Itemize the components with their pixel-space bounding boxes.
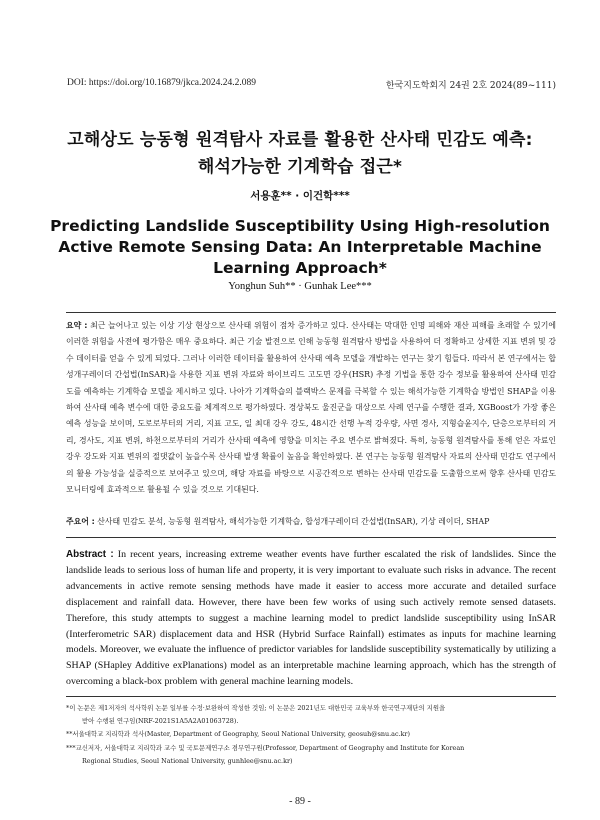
footnote: *이 논문은 제1저자의 석사학위 논문 일부를 수정·보완하여 작성한 것임; 이 논문은 2021년도 대한민국 교육부와 한국연구재단의 지원을 [66, 704, 446, 712]
divider-bottom [66, 696, 556, 697]
korean-keywords-label: 주요어 : [66, 517, 95, 526]
english-title-line: Active Remote Sensing Data: An Interpretable Machine [58, 238, 542, 256]
footnotes [66, 702, 556, 768]
english-title-line: Learning Approach* [213, 259, 387, 277]
korean-abstract [66, 318, 556, 498]
journal-citation: 한국지도학회지 24권 2호 2024(89~111) [385, 81, 556, 91]
english-title [40, 216, 560, 279]
divider-top [66, 312, 556, 313]
footnote: ***교신저자, 서울대학교 지리학과 교수 및 국토문제연구소 겸무연구원(Professor, Department of Geography and Institute for Korean [66, 743, 465, 752]
footnote-continuation: Regional Studies, Seoul National University, gunhlee@snu.ac.kr) [82, 756, 293, 765]
divider-middle [66, 537, 556, 538]
korean-abstract-text: 최근 늘어나고 있는 이상 기상 현상으로 산사태 위험이 점차 증가하고 있다. 산사태는 막대한 인명 피해와 재산 피해를 초래할 수 있기에 이러한 위험을 사전에 평가함은 매우 중요하다. 최근 기술 발전으로 인해 능동형 원격탐사 방법을 사용하여 더 정확하고 상세한 지표 변위 및 강수 데이터를 얻을 수 있게 되었다. 그러나 이러한 데이터를 활용하여 산사태 예측 모델을 개발하는 연구는 찾기 힘들다. 따라서 본 연구에서는 합성개구레이더 간섭법(InSAR)을 사용한 지표 변위 자료와 하이브리드 고도면 강우(HSR) 추정 기법을 통한 강수 정보를 활용하여 산사태 민감도를 예측하는 기계학습 모델을 제시하고 있다. 나아가 기계학습의 블랙박스 문제를 극복할 수 있는 해석가능한 기계학습 방법인 SHAP을 이용하여 산사태 예측 변수에 대한 중요도를 체계적으로 평가하였다. 경상북도 울진군을 대상으로 사례 연구를 수행한 결과, XGBoost가 가장 좋은 예측 성능을 보이며, 도로로부터의 거리, 지표 고도, 일 최대 강우 강도, 48시간 선행 누적 강우량, 사면 경사, 지형습윤지수, 단층으로부터의 거리, 경사도, 지표 변위, 하천으로부터의 거리가 산사태 예측에 영향을 미치는 주요 변수로 밝혀졌다. 특히, 능동형 원격탐사를 통해 얻은 자료인 강우 강도와 지표 변위의 절댓값이 높을수록 산사태 발생 확률이 높음을 확인하였다. 본 연구는 능동형 원격탐사 자료의 산사태 민감도 연구에서의 활용 가능성을 실증적으로 보여주고 있으며, 해당 자료를 바탕으로 시공간적으로 변하는 산사태 민감도를 도출함으로써 향후 산사태 민감도 모니터링에 효과적으로 활용될 수 있을 것으로 기대된다. [66, 321, 556, 495]
korean-keywords [66, 515, 556, 529]
korean-authors: 서용훈** · 이건학*** [250, 190, 350, 202]
korean-title-line: 고해상도 능동형 원격탐사 자료를 활용한 산사태 민감도 예측: [67, 130, 533, 150]
english-abstract [66, 547, 556, 690]
page-number: - 89 - [289, 796, 311, 807]
korean-abstract-label: 요약 : [66, 321, 88, 330]
korean-title [40, 127, 560, 181]
english-abstract-text: In recent years, increasing extreme weather events have further escalated the risk of landslides. Since the landslide leads to serious loss of human life and property, it is very important to evaluate such risks in advance. The recent advancements in active remote sensing methods have made it easier to access more accurate and detailed surface displacement and rainfall data. However, there have been few works of using such actively remote sensed datasets. Therefore, this study attempts to suggest a machine learning model to predict landslide susceptibility using InSAR (Interferometric SAR) displacement data and HSR (Hybrid Surface Rainfall) estimates as inputs for machine learning models. Moreover, we evaluate the influence of predictor variables for landslide susceptibility systematically by utilizing a SHAP (SHapley Additive exPlanations) model as an interpretable machine learning approach, which has the strength of overcoming a black-box problem with general machine learning models. [66, 549, 557, 688]
korean-title-line: 해석가능한 기계학습 접근* [197, 157, 403, 177]
english-authors: Yonghun Suh** · Gunhak Lee*** [228, 281, 372, 292]
footnote: **서울대학교 지리학과 석사(Master, Department of Geography, Seoul National University, geosuh@snu.ac.kr) [66, 730, 410, 739]
korean-keywords-text: 산사태 민감도 분석, 능동형 원격탐사, 해석가능한 기계학습, 합성개구레이더 간섭법(InSAR), 기상 레이더, SHAP [97, 517, 490, 526]
doi-link[interactable]: DOI: https://doi.org/10.16879/jkca.2024.24.2.089 [67, 78, 257, 88]
english-abstract-label: Abstract : [66, 549, 114, 560]
english-title-line: Predicting Landslide Susceptibility Using High-resolution [50, 217, 550, 235]
footnote-continuation: 받아 수행된 연구임(NRF-2021S1A5A2A01063728). [82, 717, 239, 726]
